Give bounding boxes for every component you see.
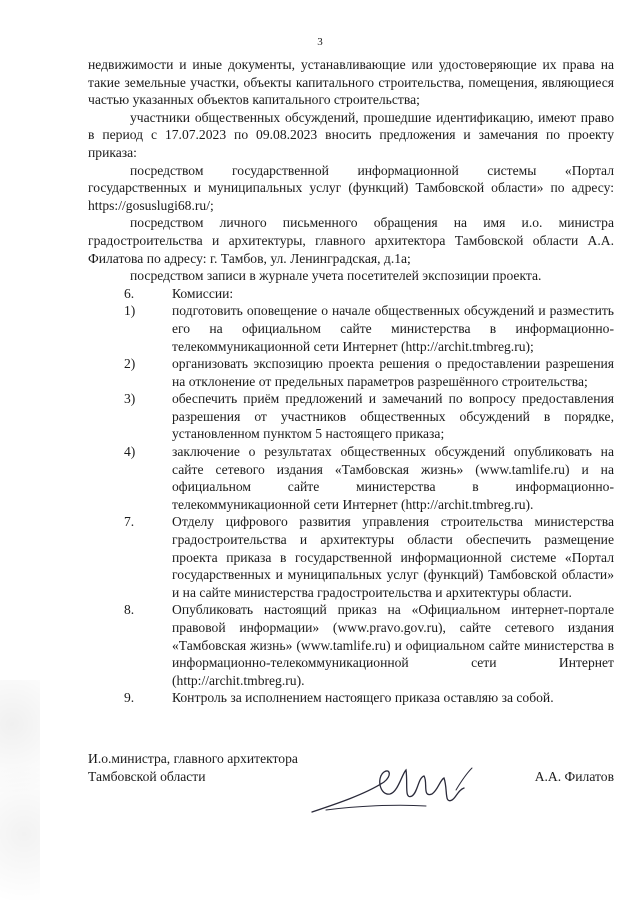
section-8: [88, 601, 614, 689]
item-text: обеспечить приём предложений и замечаний по вопросу предоставления разрешения от участников общественных обсуждений в порядке, установленном пунктом 5 настоящего приказа;: [172, 391, 614, 442]
position-line: Тамбовской области: [88, 769, 206, 784]
item-text: организовать экспозицию проекта решения о предоставлении разрешения на отклонение от предельных параметров разрешённого строительства;: [172, 356, 614, 389]
section-7: [88, 513, 614, 601]
paragraph: посредством личного письменного обращения на имя и.о. министра градостроительства и архитектуры, главного архитектора Тамбовской области А.А. Филатова по адресу: г. Тамбов, ул. Ленинградская, д.1а;: [88, 215, 614, 266]
paragraph: недвижимости и иные документы, устанавливающие или удостоверяющие их права на такие земельные участки, объекты капитального строительства, помещения, являющиеся частью указанных объектов капитального строительства;: [88, 57, 614, 108]
list-item: [88, 355, 614, 390]
list-item: [88, 443, 614, 513]
section-title: Комиссии:: [172, 285, 234, 301]
item-number: 4): [124, 444, 136, 460]
list-item: [88, 390, 614, 443]
scan-noise: [0, 680, 40, 900]
section-number: 6.: [124, 285, 135, 301]
section-number: 7.: [124, 514, 135, 530]
list-item: [88, 302, 614, 355]
section-text: Отделу цифрового развития управления строительства министерства градостроительства и архитектуры области обеспечить размещение проекта приказа в государственной информационной системе «Портал государственных и муниципальных услуг (функций) Тамбовской области» и на сайте министерства градостроительства и архитектуры области.: [172, 514, 614, 600]
paragraph: участники общественных обсуждений, прошедшие идентификацию, имеют право в период с 17.07.2023 по 09.08.2023 вносить предложения и замечания по проекту приказа:: [88, 109, 614, 160]
handwritten-signature: [306, 760, 476, 820]
position-line: И.о.министра, главного архитектора: [88, 751, 298, 766]
section-number: 9.: [124, 690, 135, 706]
document-body: [88, 56, 614, 707]
section-number: 8.: [124, 602, 135, 618]
item-number: 3): [124, 391, 136, 407]
page-number: 3: [317, 36, 323, 48]
item-number: 1): [124, 303, 136, 319]
section-text: Опубликовать настоящий приказ на «Официальном интернет-портале правовой информации» (www.pravo.gov.ru), сайте сетевого издания «Тамбовская жизнь» (www.tamlife.ru) и официальном сайте министерства в информационно-телекоммуникационной сети Интернет (http://archit.tmbreg.ru).: [172, 602, 614, 688]
item-text: заключение о результатах общественных обсуждений опубликовать на сайте сетевого издания «Тамбовская жизнь» (www.tamlife.ru) и на официальном сайте министерства в информационно-телекоммуникационной сети Интернет (http://archit.tmbreg.ru).: [172, 444, 614, 512]
signatory-name: А.А. Филатов: [534, 769, 614, 784]
paragraph: посредством государственной информационной системы «Портал государственных и муниципальных услуг (функций) Тамбовской области» по адресу: https://gosuslugi68.ru/;: [88, 162, 614, 213]
section-text: Контроль за исполнением настоящего приказа оставляю за собой.: [172, 690, 554, 706]
paragraph: посредством записи в журнале учета посетителей экспозиции проекта.: [130, 268, 542, 284]
item-text: подготовить оповещение о начале общественных обсуждений и разместить его на официальном сайте министерства в информационно-телекоммуникационной сети Интернет (http://archit.tmbreg.ru);: [172, 303, 614, 354]
item-number: 2): [124, 356, 136, 372]
section-9: [88, 689, 614, 707]
section-6: [88, 285, 614, 303]
